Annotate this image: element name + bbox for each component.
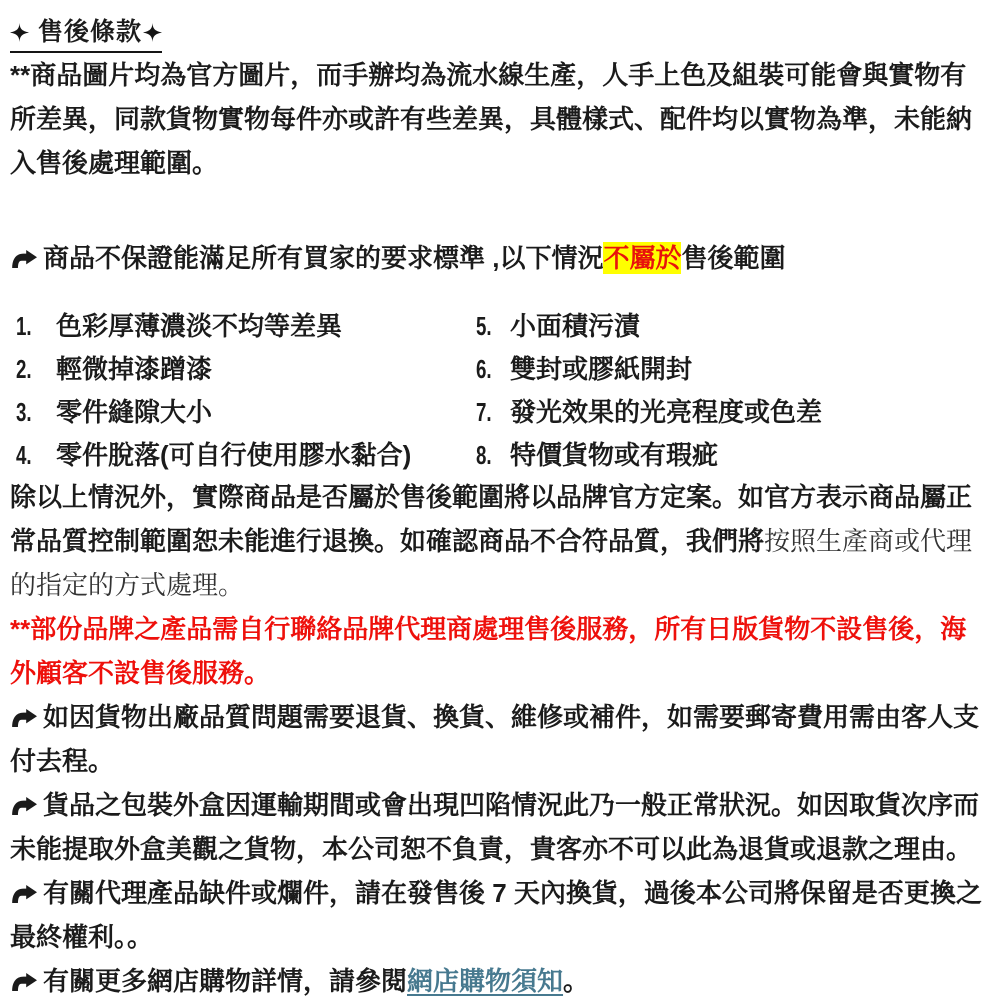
curved-right-arrow-icon bbox=[10, 973, 37, 991]
note-text: 如因貨物出廠品質問題需要退貨、換貨、維修或補件，如需要郵寄費用需由客人支付去程。 bbox=[10, 702, 980, 776]
curved-right-arrow-icon bbox=[10, 709, 37, 727]
note-paragraph bbox=[10, 871, 988, 959]
list-item-text: 色彩厚薄濃淡不均等差異 bbox=[56, 311, 343, 341]
shopping-guide-link[interactable]: 網店購物須知 bbox=[407, 966, 564, 996]
title-row bbox=[10, 12, 988, 53]
list-item-text: 輕微掉漆蹭漆 bbox=[56, 354, 213, 384]
list-item-number: 2. bbox=[16, 354, 32, 384]
note-paragraph bbox=[10, 695, 988, 783]
list-item-text: 雙封或膠紙開封 bbox=[510, 354, 693, 384]
page-title-text: 售後條款 bbox=[38, 18, 143, 46]
four-pointed-star-icon bbox=[10, 23, 29, 42]
footer-suffix-text: 。 bbox=[563, 966, 590, 996]
note-text: 貨品之包裝外盒因運輸期間或會出現凹陷情況此乃一般正常狀況。如因取貨次序而未能提取外盒美觀之貨物，本公司恕不負責，貴客亦不可以此為退貨或退款之理由。 bbox=[10, 790, 980, 864]
list-item bbox=[462, 435, 988, 472]
not-covered-highlight: 不屬於 bbox=[603, 243, 682, 273]
intro-text: **商品圖片均為官方圖片，而手辦均為流水線生產，人手上色及組裝可能會與實物有所差異，同款貨物實物每件亦或許有些差異，具體樣式、配件均以實物為準，未能納入售後處理範圍。 bbox=[10, 60, 973, 178]
curved-right-arrow-icon bbox=[10, 797, 37, 815]
footer-paragraph bbox=[10, 959, 988, 1003]
note-paragraph bbox=[10, 783, 988, 871]
list-item-number: 3. bbox=[16, 397, 32, 427]
list-item-text: 零件脫落(可自行使用膠水黏合) bbox=[56, 440, 412, 470]
list-item-number: 4. bbox=[16, 440, 32, 470]
not-covered-header bbox=[10, 241, 988, 275]
not-covered-prefix: 商品不保證能滿足所有買家的要求標準 ,以下情況 bbox=[43, 243, 604, 273]
curved-right-arrow-icon bbox=[10, 885, 37, 903]
policy-paragraph bbox=[10, 475, 988, 607]
list-item bbox=[10, 349, 462, 386]
list-item bbox=[462, 306, 988, 343]
list-item bbox=[462, 349, 988, 386]
red-notice-text: **部份品牌之產品需自行聯絡品牌代理商處理售後服務，所有日版貨物不設售後，海外顧客不設售後服務。 bbox=[10, 614, 967, 688]
not-covered-suffix: 售後範圍 bbox=[681, 243, 786, 273]
policy-normal-text: 按照生產商或代理的指定的方式處理。 bbox=[10, 526, 973, 600]
list-item-number: 7. bbox=[476, 397, 492, 427]
list-item-number: 5. bbox=[476, 311, 492, 341]
note-text: 有關代理產品缺件或爛件，請在發售後 7 天內換貨，過後本公司將保留是否更換之最終權利。。 bbox=[10, 878, 982, 952]
list-item bbox=[10, 392, 462, 429]
list-item-number: 8. bbox=[476, 440, 492, 470]
not-covered-list bbox=[10, 303, 988, 475]
four-pointed-star-icon bbox=[143, 23, 162, 42]
list-item bbox=[10, 435, 462, 472]
list-item-number: 6. bbox=[476, 354, 492, 384]
intro-paragraph bbox=[10, 53, 988, 185]
page-title bbox=[10, 12, 162, 53]
curved-right-arrow-icon bbox=[10, 250, 37, 268]
list-item bbox=[10, 306, 462, 343]
list-item bbox=[462, 392, 988, 429]
list-item-text: 小面積污漬 bbox=[510, 311, 641, 341]
list-item-text: 零件縫隙大小 bbox=[56, 397, 213, 427]
list-item-text: 發光效果的光亮程度或色差 bbox=[510, 397, 823, 427]
red-notice-paragraph bbox=[10, 607, 988, 695]
policy-bold-text: 除以上情況外，實際商品是否屬於售後範圍將以品牌官方定案。如官方表示商品屬正常品質控制範圍恕未能進行退換。如確認商品不合符品質，我們將 bbox=[10, 482, 973, 556]
list-item-text: 特價貨物或有瑕疵 bbox=[510, 440, 719, 470]
footer-prefix-text: 有關更多網店購物詳情，請參閱 bbox=[43, 966, 408, 996]
list-item-number: 1. bbox=[16, 311, 32, 341]
